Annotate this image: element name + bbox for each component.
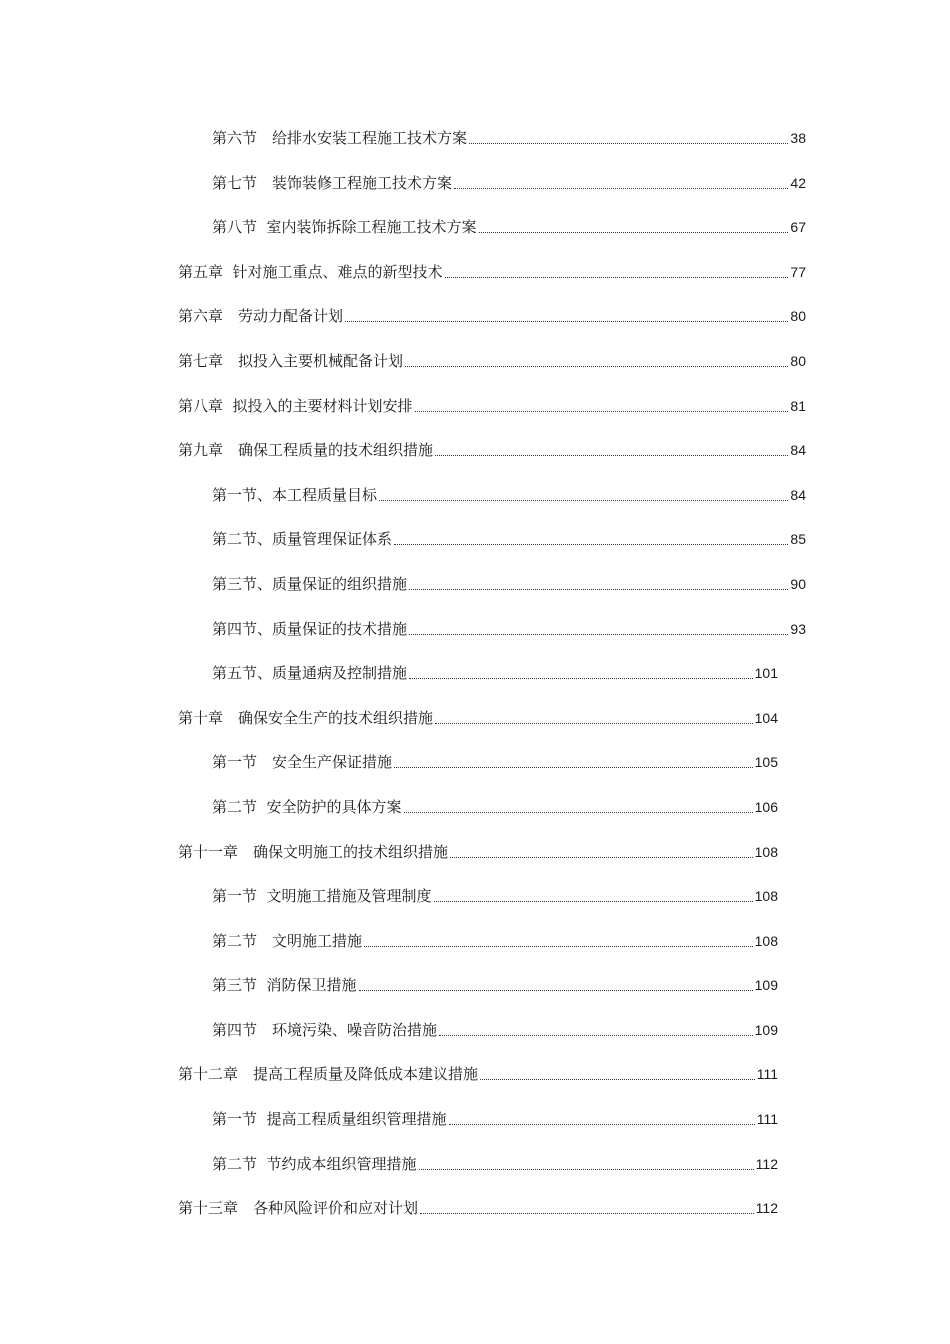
toc-dot-leader <box>435 705 753 724</box>
toc-dot-leader <box>409 571 788 590</box>
toc-page-number: 80 <box>790 308 806 325</box>
toc-entry-title: 第十三章 各种风险评价和应对计划 <box>178 1199 419 1218</box>
toc-dot-leader <box>359 972 753 991</box>
toc-page-number: 38 <box>790 130 806 146</box>
toc-page-number: 111 <box>756 1111 778 1128</box>
toc-dot-leader <box>405 348 788 367</box>
toc-entry-title: 第一节 安全生产保证措施 <box>212 753 393 772</box>
toc-page-number: 108 <box>754 932 778 949</box>
toc-page-number: 109 <box>754 977 778 994</box>
toc-entry[interactable] <box>0 705 950 750</box>
toc-page-number: 104 <box>754 709 778 726</box>
toc-entry-title: 第二节、质量管理保证体系 <box>212 530 393 549</box>
toc-entry-title: 第十章 确保安全生产的技术组织措施 <box>178 708 434 727</box>
toc-entry-title: 第五章 针对施工重点、难点的新型技术 <box>178 262 443 281</box>
toc-page-number: 108 <box>754 843 778 860</box>
toc-page-number: 112 <box>755 1155 778 1172</box>
toc-entry[interactable] <box>0 749 950 794</box>
toc-dot-leader <box>435 437 788 456</box>
toc-entry[interactable] <box>0 794 950 839</box>
toc-dot-leader <box>364 928 753 947</box>
toc-entry[interactable] <box>0 571 950 616</box>
toc-dot-leader <box>480 1061 755 1080</box>
toc-dot-leader <box>434 883 753 902</box>
toc-entry-title: 第五节、质量通病及控制措施 <box>212 664 408 683</box>
toc-entry[interactable] <box>0 526 950 571</box>
toc-entry[interactable] <box>0 972 950 1017</box>
toc-page-number: 101 <box>754 665 778 682</box>
toc-entry[interactable] <box>0 1106 950 1151</box>
toc-entry[interactable] <box>0 928 950 973</box>
toc-page-number: 81 <box>790 397 806 414</box>
toc-entry[interactable] <box>0 660 950 705</box>
toc-page-number: 85 <box>790 531 806 548</box>
toc-dot-leader <box>469 125 788 144</box>
toc-dot-leader <box>345 303 788 322</box>
toc-entry[interactable] <box>0 303 950 348</box>
toc-entry-title: 第六章 劳动力配备计划 <box>178 307 344 326</box>
toc-dot-leader <box>415 393 789 412</box>
table-of-contents <box>0 125 950 1240</box>
toc-page-number: 106 <box>754 798 778 815</box>
toc-entry[interactable] <box>0 170 950 215</box>
toc-entry-title: 第二节 文明施工措施 <box>212 931 363 950</box>
toc-entry[interactable] <box>0 839 950 884</box>
toc-entry[interactable] <box>0 437 950 482</box>
toc-dot-leader <box>449 1106 755 1125</box>
toc-entry[interactable] <box>0 125 950 170</box>
toc-dot-leader <box>409 616 788 635</box>
toc-page-number: 109 <box>754 1021 778 1038</box>
toc-page-number: 67 <box>790 219 806 236</box>
toc-entry[interactable] <box>0 1195 950 1240</box>
toc-entry-title: 第七节 装饰装修工程施工技术方案 <box>212 173 453 192</box>
toc-entry-title: 第三节 消防保卫措施 <box>212 976 357 995</box>
toc-dot-leader <box>439 1017 753 1036</box>
toc-entry-title: 第四节 环境污染、噪音防治措施 <box>212 1020 438 1039</box>
toc-page-number: 90 <box>790 575 806 592</box>
toc-entry-title: 第二节 节约成本组织管理措施 <box>212 1154 417 1173</box>
toc-dot-leader <box>394 749 753 768</box>
toc-page-number: 77 <box>790 263 806 280</box>
toc-entry-title: 第九章 确保工程质量的技术组织措施 <box>178 441 434 460</box>
toc-entry[interactable] <box>0 348 950 393</box>
toc-entry-title: 第七章 拟投入主要机械配备计划 <box>178 351 404 370</box>
toc-page-number: 84 <box>790 486 806 503</box>
toc-entry[interactable] <box>0 883 950 928</box>
toc-entry[interactable] <box>0 1061 950 1106</box>
toc-page-number: 80 <box>790 352 806 369</box>
toc-entry-title: 第一节 文明施工措施及管理制度 <box>212 887 432 906</box>
toc-dot-leader <box>454 170 788 189</box>
toc-dot-leader <box>445 259 789 278</box>
toc-entry[interactable] <box>0 1151 950 1196</box>
toc-page-number: 105 <box>754 754 778 771</box>
toc-entry-title: 第一节 提高工程质量组织管理措施 <box>212 1110 447 1129</box>
toc-dot-leader <box>379 482 788 501</box>
toc-page-number: 111 <box>756 1066 778 1083</box>
toc-entry[interactable] <box>0 1017 950 1062</box>
toc-entry-title: 第四节、质量保证的技术措施 <box>212 619 408 638</box>
toc-dot-leader <box>409 660 753 679</box>
toc-dot-leader <box>404 794 753 813</box>
toc-page-number: 84 <box>790 442 806 459</box>
toc-entry[interactable] <box>0 259 950 304</box>
toc-entry[interactable] <box>0 482 950 527</box>
toc-entry-title: 第六节 给排水安装工程施工技术方案 <box>212 129 468 147</box>
toc-page-number: 108 <box>754 888 778 905</box>
toc-dot-leader <box>394 526 788 545</box>
toc-entry[interactable] <box>0 214 950 259</box>
toc-entry-title: 第八节 室内装饰拆除工程施工技术方案 <box>212 218 477 237</box>
toc-page-number: 112 <box>755 1200 778 1217</box>
toc-entry-title: 第十一章 确保文明施工的技术组织措施 <box>178 842 449 861</box>
toc-page-number: 42 <box>790 174 806 191</box>
toc-dot-leader <box>450 839 753 858</box>
toc-entry[interactable] <box>0 393 950 438</box>
toc-entry-title: 第十二章 提高工程质量及降低成本建议措施 <box>178 1065 479 1084</box>
toc-entry[interactable] <box>0 616 950 661</box>
toc-entry-title: 第一节、本工程质量目标 <box>212 485 378 504</box>
toc-page-number: 93 <box>790 620 806 637</box>
toc-entry-title: 第二节 安全防护的具体方案 <box>212 797 402 816</box>
toc-dot-leader <box>420 1195 754 1214</box>
toc-dot-leader <box>419 1151 754 1170</box>
toc-dot-leader <box>479 214 789 233</box>
toc-entry-title: 第八章 拟投入的主要材料计划安排 <box>178 396 413 415</box>
toc-entry-title: 第三节、质量保证的组织措施 <box>212 574 408 593</box>
